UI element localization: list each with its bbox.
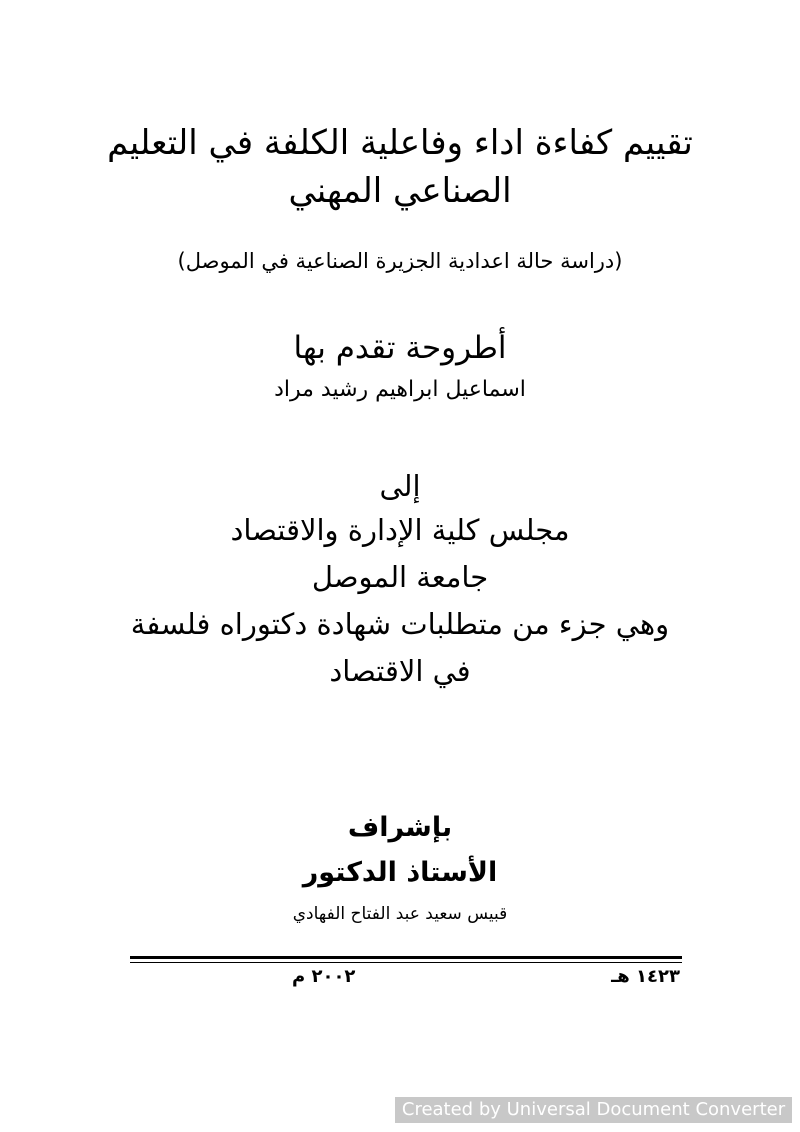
divider-thin bbox=[130, 962, 682, 963]
divider-thick bbox=[130, 956, 682, 959]
degree-requirement-line-2: في الاقتصاد bbox=[329, 654, 471, 688]
date-hijri: ١٤٢٣ هـ bbox=[611, 966, 680, 987]
recipient-to: إلى bbox=[379, 469, 421, 503]
supervisor-name: قبيس سعيد عبد الفتاح الفهادي bbox=[292, 904, 508, 924]
supervisor-title: الأستاذ الدكتور bbox=[302, 857, 498, 888]
thesis-subtitle: (دراسة حالة اعدادية الجزيرة الصناعية في الموصل) bbox=[177, 249, 623, 273]
recipient-university: جامعة الموصل bbox=[311, 560, 489, 594]
recipient-council: مجلس كلية الإدارة والاقتصاد bbox=[230, 513, 570, 547]
converter-watermark: Created by Universal Document Converter bbox=[395, 1097, 792, 1123]
submission-heading: أطروحة تقدم بها bbox=[293, 330, 507, 366]
date-gregorian: ٢٠٠٢ م bbox=[292, 966, 356, 987]
degree-requirement-line-1: وهي جزء من متطلبات شهادة دكتوراه فلسفة bbox=[130, 607, 670, 641]
thesis-title-line-1: تقييم كفاءة اداء وفاعلية الكلفة في التعليم bbox=[107, 123, 693, 163]
supervision-label: بإشراف bbox=[347, 812, 453, 843]
thesis-title-line-2: الصناعي المهني bbox=[288, 171, 512, 211]
author-name: اسماعيل ابراهيم رشيد مراد bbox=[274, 377, 526, 402]
